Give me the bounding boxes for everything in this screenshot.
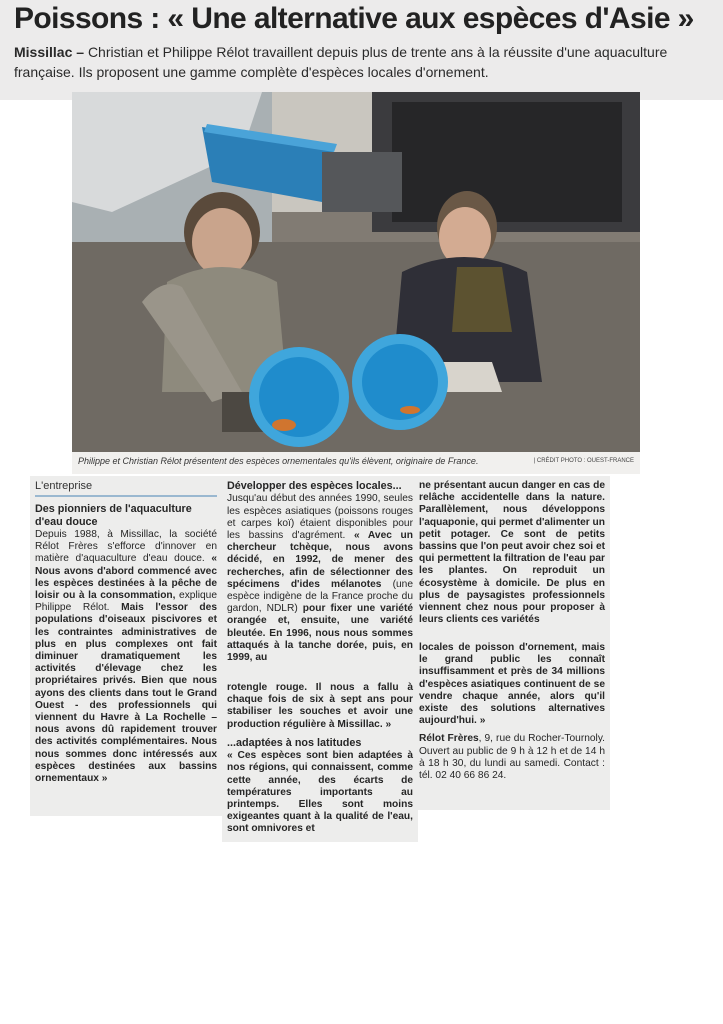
business-details: , 9, rue du Rocher-Tournoly. Ouvert au public de 9 h à 12 h et de 14 h à 18 h 30, du lundi au samedi. Contact : tél. 02 40 66 86 24. <box>419 733 605 782</box>
column-1-subhead: Des pionniers de l'aquaculture d'eau douce <box>35 503 192 528</box>
col2-quote: « Avec un chercheur tchèque, nous avons décidé, en 1992, de mener des recherches, afin de sélectionner des spécimens d'ides mélanotes <box>227 530 413 590</box>
column-2-paragraph <box>227 493 413 664</box>
section-rubric: L'entreprise <box>35 480 217 497</box>
article-photo <box>72 92 640 452</box>
col2-aside: (une espèce indigène de la France proche du gardon, NDLR) <box>227 578 413 615</box>
col3-p1: ne présentant aucun danger en cas de relâche accidentelle dans la nature. Parallèlement, nous développons l'aquaponie, qui permet d'alimenter un petit potager. Ce sont de petits bassins que l'on peut avoir chez soi et qui permettent la filtration de l'eau par les plantes. On reproduit un écosystème à domicile. De plus en plus de paysagistes professionnels viennent chez nous pour proposer à leurs clients ces variétés <box>419 480 605 626</box>
col1-quote-continued: Mais l'essor des populations d'oiseaux piscivores et les contraintes administratives de plus en plus complexes ont fait diminuer dramatiquement les activités d'élevage chez les propriétaires privés. Bien que nous ayons des clients dans tout le Grand Ouest - des professionnels qui viennent du Havre à La Rochelle – nous avons dû rapidement trouver des activités complémentaires. Nous nous sommes donc intéressés aux espèces destinées aux bassins ornementaux » <box>35 602 217 785</box>
article-headline: Poissons : « Une alternative aux espèces d'Asie » <box>14 2 694 35</box>
column-3-bottom <box>414 640 610 810</box>
photo-caption: Philippe et Christian Rélot présentent des espèces ornementales qu'ils élèvent, originaire de France. <box>78 456 479 466</box>
column-2-subhead: Développer des espèces locales... <box>227 480 402 492</box>
two-men-with-fish-bowls-photo <box>72 92 640 452</box>
col3-p2: locales de poisson d'ornement, mais le grand public les connaît insuffisamment et près de 34 millions d'espèces asiatiques continuent de se vendre chaque année, alors qu'il existe des solutions alternatives aujourd'hui. » <box>419 642 605 727</box>
column-1 <box>30 476 222 816</box>
column-2-bottom <box>222 680 418 842</box>
photo-credit: | CRÉDIT PHOTO : OUEST-FRANCE <box>533 458 634 464</box>
column-1-paragraph <box>35 529 217 785</box>
column-2-subhead-2: ...adaptées à nos latitudes <box>227 736 362 749</box>
col1-p1: Depuis 1988, à Missillac, la société Rélot Frères s'efforce d'innover en matière d'aquaculture d'eau douce. <box>35 529 217 565</box>
business-name: Rélot Frères <box>419 733 479 745</box>
business-info <box>419 733 605 782</box>
lede-place: Missillac – <box>14 44 85 60</box>
col2-p3: « Ces espèces sont bien adaptées à nos régions, qui connaissent, comme cette année, des écarts de températures importants au printemps. Elles sont moins exigeantes quant à la qualité de l'eau, sont omnivores et <box>227 750 413 835</box>
column-2-top <box>222 476 418 682</box>
lede-text: Christian et Philippe Rélot travaillent depuis plus de trente ans à la réussite d'une aquaculture française. Ils proposent une gamme complète d'espèces locales d'ornement. <box>14 44 668 80</box>
photo-caption-band <box>72 452 640 474</box>
col1-quote: « Nous avons d'abord commencé avec les espèces destinées à la pêche de loisir ou à la consommation, <box>35 553 217 602</box>
article-lede <box>14 42 704 82</box>
col2-p1: Jusqu'au début des années 1990, seules les espèces asiatiques (poissons rouges et carpes koï) étaient disponibles pour les bassins d'agrément. <box>227 493 413 542</box>
col2-quote-continued: pour fixer une variété orangée et, ensuite, une variété bleutée. En 1996, nous nous sommes attaqués à la tanche dorée, puis, en 1999, au <box>227 603 414 664</box>
column-3-top <box>414 476 610 642</box>
col2-p2: rotengle rouge. Il nous a fallu à chaque fois de six à sept ans pour stabiliser les souches et avoir une production régulière à Missillac. » <box>227 682 413 730</box>
col1-attribution: explique Philippe Rélot. <box>35 590 217 614</box>
